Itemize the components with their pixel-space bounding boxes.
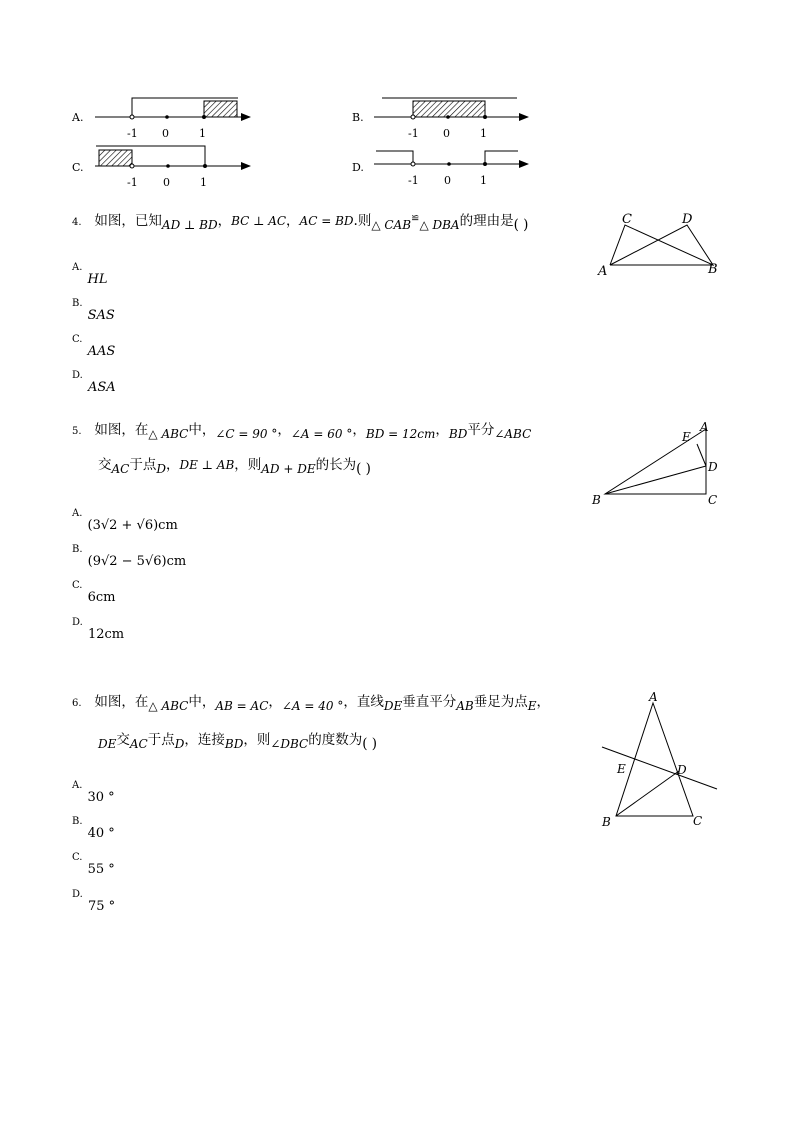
vertex-label: A [700, 420, 709, 434]
option-letter: B. [72, 544, 83, 555]
text: ， [536, 694, 551, 710]
text: 交 [98, 457, 112, 473]
question-6-stem-line1 [72, 692, 550, 714]
math: ∠A = 60 ° [290, 427, 353, 441]
tick-label: 0 [443, 127, 450, 140]
math: D [174, 737, 185, 751]
math: △ ABC [148, 699, 189, 713]
congruent-symbol: ≌ [411, 213, 420, 224]
math: ∠ABC [494, 427, 532, 441]
tick-label: -1 [127, 127, 138, 140]
math: AC = BD [299, 214, 354, 228]
text: ， [217, 213, 232, 229]
option-letter: C. [72, 580, 83, 591]
option-letter: A. [72, 262, 83, 273]
text: ， [435, 422, 449, 438]
text: ， [165, 457, 180, 473]
option-letter-d: D. [352, 161, 364, 174]
math: DE [98, 737, 117, 751]
vertex-label: C [708, 493, 718, 507]
option-letter: B. [72, 816, 83, 827]
option-text: 12cm [87, 627, 125, 642]
math: BC ⊥ AC [231, 214, 287, 228]
q6-option-c[interactable] [72, 852, 115, 877]
question-number: 5. [72, 426, 82, 437]
vertex-label: B [592, 493, 601, 507]
q4-figure [590, 205, 730, 285]
q6-option-b[interactable] [72, 816, 115, 841]
text: ， [268, 694, 282, 710]
q4-option-a[interactable] [72, 262, 108, 287]
math: ∠DBC [270, 737, 309, 751]
open-dot [130, 115, 134, 119]
question-number: 4. [72, 217, 82, 228]
text: 的度数为 [308, 732, 363, 748]
text: 垂足为点 [473, 694, 528, 710]
option-text: 75 ° [87, 899, 116, 914]
option-letter: C. [72, 852, 83, 863]
math: BD [224, 737, 244, 751]
option-text: (3√2 + √6)cm [87, 518, 178, 533]
option-letter: A. [72, 508, 83, 519]
tick-label: -1 [127, 176, 138, 189]
tick-label: 1 [480, 127, 487, 140]
option-text: 40 ° [87, 826, 115, 841]
answer-blank[interactable]: ( ) [362, 736, 378, 752]
option-text: 55 ° [87, 862, 115, 877]
vertex-label: D [682, 212, 693, 227]
text: 如图，在 [94, 422, 149, 438]
q5-option-a[interactable] [72, 508, 178, 533]
vertex-label: C [693, 814, 703, 828]
tick-label: 1 [199, 127, 206, 140]
q5-figure [585, 415, 725, 515]
vertex-label: E [617, 762, 626, 776]
text: 中， [188, 422, 216, 438]
numberline-a[interactable] [71, 98, 250, 140]
text: 的长为 [315, 457, 357, 473]
numberline-options [0, 0, 794, 200]
question-4-stem [72, 211, 528, 233]
math: △ CAB [371, 218, 412, 232]
q5-option-c[interactable] [72, 580, 116, 605]
question-5-stem-line2 [98, 455, 371, 475]
vertex-label: C [622, 212, 632, 227]
q4-option-b[interactable] [72, 298, 115, 323]
option-letter-c: C. [72, 161, 84, 174]
q6-option-a[interactable] [72, 780, 115, 805]
tick-label: 0 [163, 176, 170, 189]
math: DE ⊥ AB [179, 458, 235, 472]
answer-blank[interactable]: ( ) [513, 217, 529, 233]
option-letter: D. [72, 617, 83, 628]
math: △ ABC [148, 427, 189, 441]
tick-label: -1 [408, 127, 419, 140]
option-text: (9√2 − 5√6)cm [87, 554, 187, 569]
text: ，则 [234, 457, 262, 473]
math: AC [129, 737, 148, 751]
math: AB [456, 699, 474, 713]
math: ∠A = 40 ° [281, 699, 344, 713]
option-letter: D. [72, 889, 83, 900]
question-number: 6. [72, 698, 82, 709]
q6-option-d[interactable] [72, 889, 116, 914]
option-text: AAS [87, 344, 116, 359]
numberline-c[interactable] [72, 146, 250, 189]
math: AD + DE [261, 462, 316, 476]
text: 平分 [467, 422, 495, 438]
tick-label: 0 [162, 127, 169, 140]
q4-option-d[interactable] [72, 370, 116, 395]
vertex-label: A [649, 690, 658, 704]
closed-dot [202, 115, 206, 119]
math: ∠C = 90 ° [215, 427, 278, 441]
text: 如图，在 [94, 694, 149, 710]
option-text: 6cm [87, 590, 116, 605]
q5-option-d[interactable] [72, 617, 125, 642]
math: BD = 12cm [365, 427, 436, 441]
math: BD [448, 427, 468, 441]
q6-figure [595, 685, 725, 835]
vertex-label: B [602, 815, 611, 829]
question-5-stem-line1 [72, 420, 531, 442]
option-letter-b: B. [352, 111, 364, 124]
math: D [156, 462, 166, 476]
math: AB = AC [215, 699, 269, 713]
vertex-label: B [708, 262, 718, 277]
vertex-label: E [682, 430, 691, 444]
tick-label: 0 [444, 174, 451, 187]
text: ， [352, 422, 366, 438]
option-text: SAS [87, 308, 115, 323]
text: 垂直平分 [402, 694, 457, 710]
math: △ DBA [419, 218, 460, 232]
tick-label: 1 [200, 176, 207, 189]
option-letter: D. [72, 370, 83, 381]
text: 中， [188, 694, 216, 710]
numberline-b[interactable] [352, 98, 528, 140]
option-text: HL [87, 272, 108, 287]
text: ， [286, 213, 300, 229]
text: .则 [353, 213, 372, 229]
vertex-label: A [598, 264, 608, 279]
option-text: ASA [87, 380, 116, 395]
q5-option-b[interactable] [72, 544, 187, 569]
q4-option-c[interactable] [72, 334, 116, 359]
text: ， [277, 422, 291, 438]
math: E [527, 699, 537, 713]
option-letter: C. [72, 334, 83, 345]
vertex-label: D [677, 763, 687, 777]
math: AD ⊥ BD [161, 218, 218, 232]
question-6-stem-line2 [98, 730, 377, 750]
math: AC [111, 462, 130, 476]
math: DE [383, 699, 403, 713]
text: 交 [116, 732, 130, 748]
text: 于点 [129, 457, 157, 473]
option-text: 30 ° [87, 790, 115, 805]
vertex-label: D [708, 460, 718, 474]
option-letter: A. [72, 780, 83, 791]
answer-blank[interactable]: ( ) [356, 461, 371, 477]
option-letter-a: A. [72, 111, 84, 124]
text: ，直线 [343, 694, 384, 710]
tick-label: -1 [408, 174, 419, 187]
text: 如图，已知 [94, 213, 162, 229]
tick-label: 1 [480, 174, 487, 187]
text: ，连接 [184, 732, 225, 748]
numberline-d[interactable] [352, 151, 528, 187]
option-letter: B. [72, 298, 83, 309]
text: ，则 [243, 732, 271, 748]
text: 的理由是 [459, 213, 514, 229]
text: 于点 [147, 732, 175, 748]
